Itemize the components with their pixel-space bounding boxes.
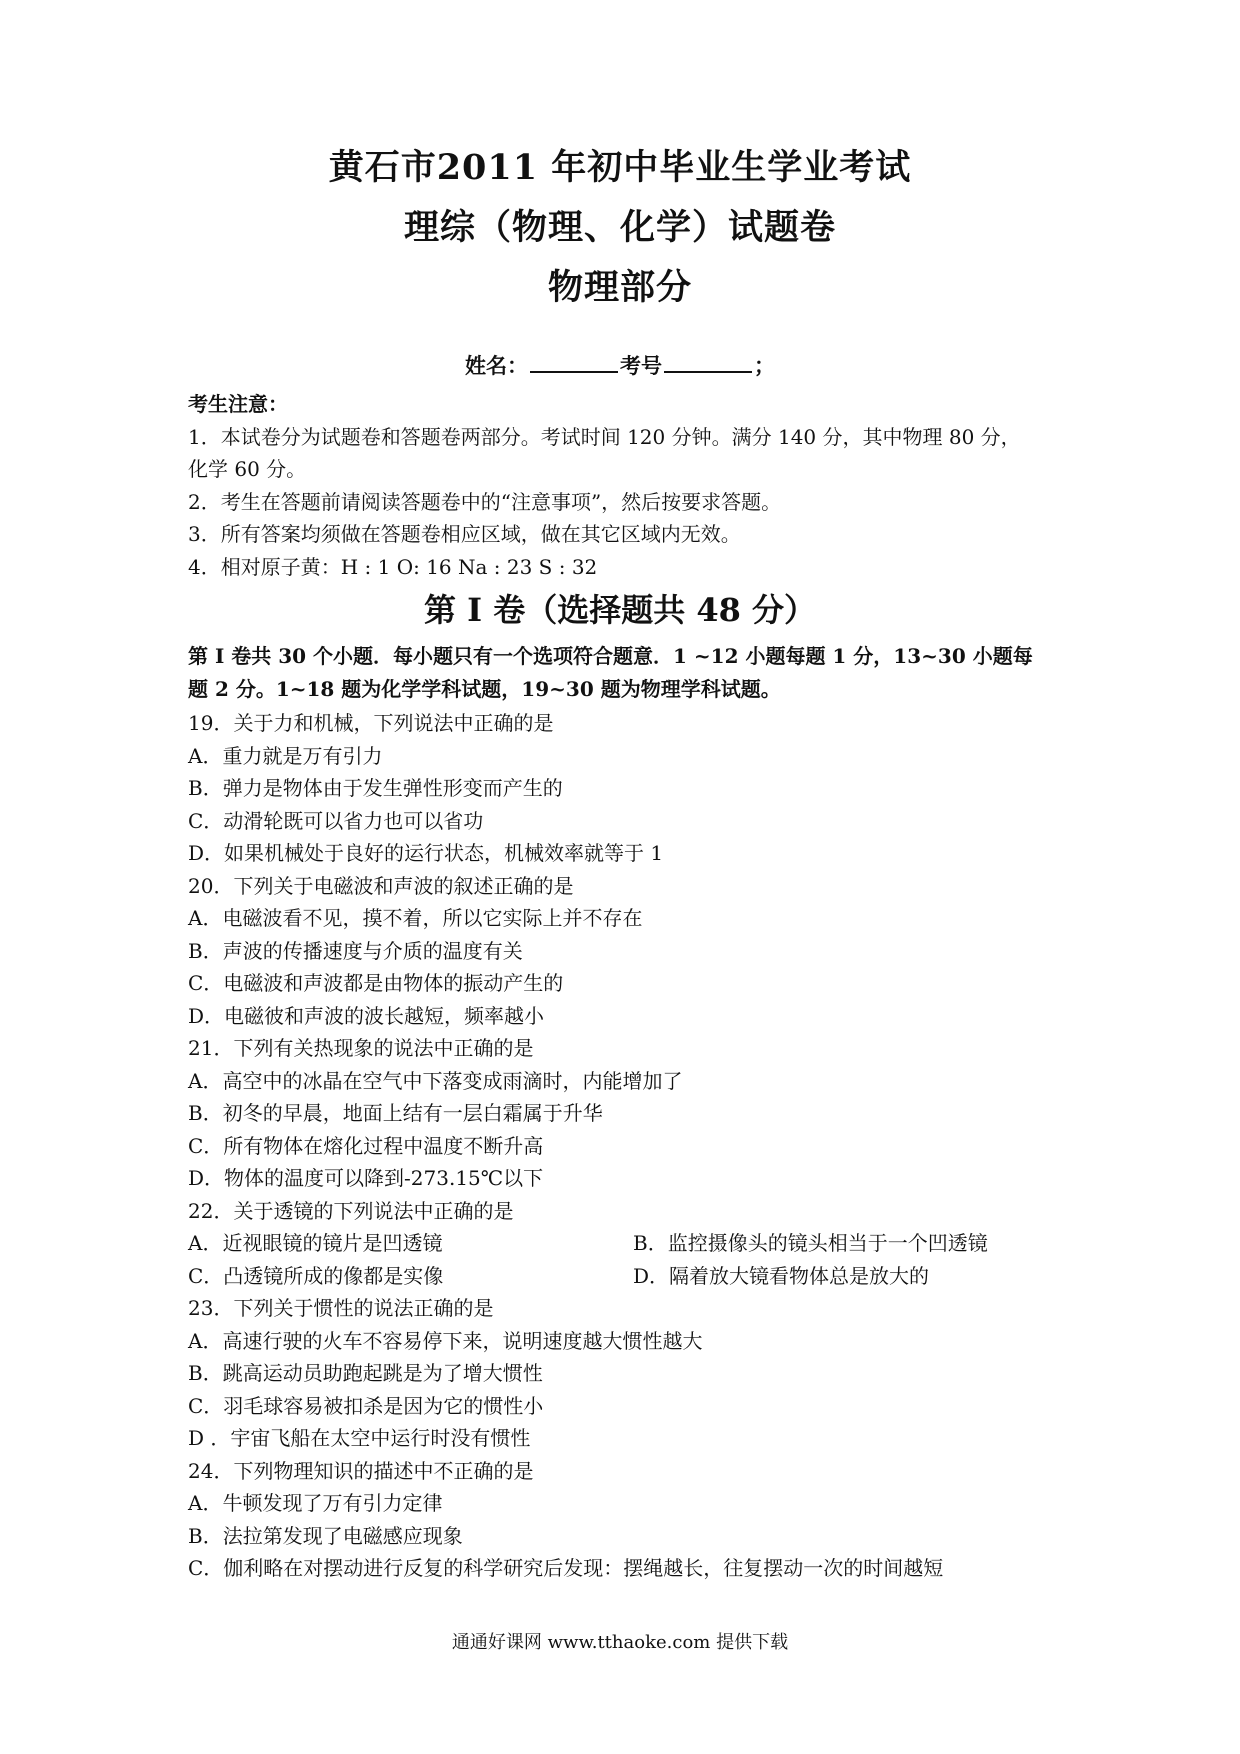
question-option: B．弹力是物体由于发生弹性形变而产生的 — [188, 776, 563, 800]
name-line-tail: ； — [754, 353, 775, 378]
question-option: A．高空中的冰晶在空气中下落变成雨滴时，内能增加了 — [188, 1068, 683, 1093]
question-option: B．声波的传播速度与介质的温度有关 — [188, 938, 523, 963]
part-title: 物理部分 — [547, 267, 692, 308]
question-option: B．跳高运动员助跑起跳是为了增大惯性 — [188, 1361, 543, 1385]
notice-item: 化学 60 分。 — [188, 457, 307, 482]
notice-heading: 考生注意： — [188, 392, 288, 416]
question-option: A．高速行驶的火车不容易停下来，说明速度越大惯性越大 — [188, 1328, 703, 1353]
question-stem: 20．下列关于电磁波和声波的叙述正确的是 — [188, 873, 574, 898]
exam-no-label: 考号 — [620, 353, 662, 378]
name-blank — [530, 353, 618, 373]
question-option: B．法拉第发现了电磁感应现象 — [188, 1523, 463, 1548]
notice-item: 4．相对原子黄：H : 1 O: 16 Na : 23 S : 32 — [188, 554, 598, 579]
question-option: C．电磁波和声波都是由物体的振动产生的 — [188, 971, 564, 995]
section-intro-line: 第 I 卷共 30 个小题．每小题只有一个选项符合题意．1 ~12 小题每题 1 分，13~30 小题每 — [188, 644, 1033, 668]
question-option: A．重力就是万有引力 — [188, 743, 383, 768]
question-option: D．电磁彼和声波的波长越短，频率越小 — [188, 1003, 545, 1028]
question-option-row — [188, 1227, 1088, 1260]
question-stem: 23．下列关于惯性的说法正确的是 — [188, 1296, 494, 1320]
section-intro-line: 题 2 分。1~18 题为化学学科试题，19~30 题为物理学科试题。 — [188, 677, 781, 701]
question-option: C．凸透镜所成的像都是实像 — [188, 1263, 444, 1288]
exam-title: 黄石市2011 年初中毕业生学业考试 — [328, 147, 912, 188]
notice-item: 3．所有答案均须做在答题卷相应区域，做在其它区域内无效。 — [188, 522, 741, 547]
question-option: D．如果机械处于良好的运行状态，机械效率就等于 1 — [188, 841, 664, 865]
notice-block — [188, 388, 1068, 584]
notice-item: 2．考生在答题前请阅读答题卷中的“注意事项”，然后按要求答题。 — [188, 489, 782, 514]
question-stem: 24．下列物理知识的描述中不正确的是 — [188, 1458, 534, 1483]
question-option: C．动滑轮既可以省力也可以省功 — [188, 808, 484, 833]
question-option: B．初冬的早晨，地面上结有一层白霜属于升华 — [188, 1101, 603, 1125]
question-option: D ．宇宙飞船在太空中运行时没有惯性 — [188, 1426, 531, 1450]
question-option: A．牛顿发现了万有引力定律 — [188, 1491, 443, 1515]
question-option: B．监控摄像头的镜头相当于一个凹透镜 — [633, 1231, 988, 1255]
question-option: D．隔着放大镜看物体总是放大的 — [633, 1263, 930, 1288]
name-label: 姓名： — [465, 353, 528, 378]
page-footer: 通通好课网 www.tthaoke.com 提供下载 — [451, 1632, 789, 1653]
question-option: A．电磁波看不见，摸不着，所以它实际上并不存在 — [188, 906, 643, 930]
question-option: C．所有物体在熔化过程中温度不断升高 — [188, 1133, 544, 1158]
question-option: C．伽利略在对摆动进行反复的科学研究后发现：摆绳越长，往复摆动一次的时间越短 — [188, 1556, 944, 1580]
exam-no-blank — [664, 353, 752, 373]
question-option: A．近视眼镜的镜片是凹透镜 — [188, 1231, 443, 1255]
question-option-row — [188, 1260, 1088, 1293]
notice-item: 1．本试卷分为试题卷和答题卷两部分。考试时间 120 分钟。满分 140 分，其中物理 80 分， — [188, 424, 1021, 449]
question-option: D．物体的温度可以降到-273.15℃以下 — [188, 1166, 544, 1190]
question-list — [188, 707, 1088, 1585]
question-option: C．羽毛球容易被扣杀是因为它的惯性小 — [188, 1393, 544, 1418]
question-stem: 21．下列有关热现象的说法中正确的是 — [188, 1036, 534, 1060]
name-exam-no-line — [0, 350, 1240, 380]
section-intro — [188, 640, 1068, 706]
question-stem: 19．关于力和机械，下列说法中正确的是 — [188, 711, 554, 735]
section-title: 第 I 卷（选择题共 48 分） — [423, 591, 817, 629]
question-stem: 22．关于透镜的下列说法中正确的是 — [188, 1198, 514, 1223]
exam-subtitle: 理综（物理、化学）试题卷 — [403, 207, 836, 248]
